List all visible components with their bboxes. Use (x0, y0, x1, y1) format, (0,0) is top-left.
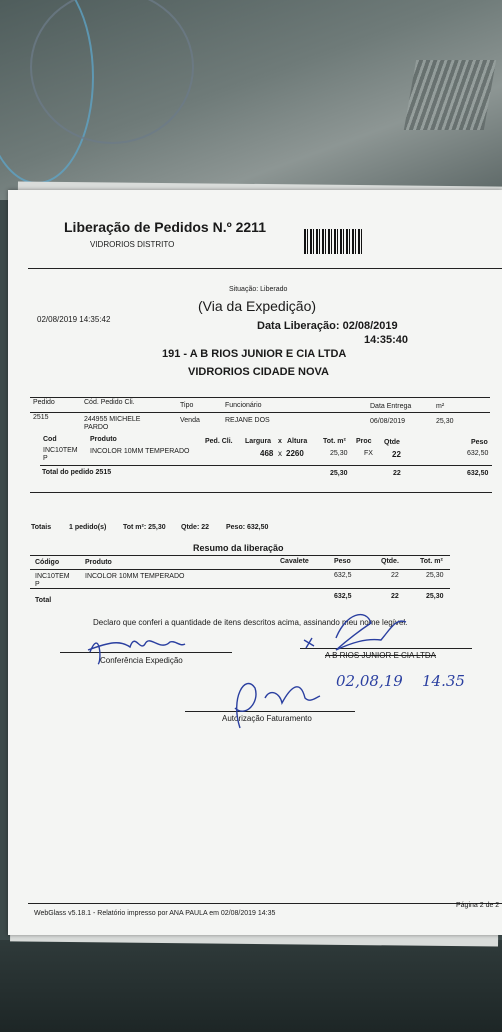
item-qtde: 22 (392, 450, 401, 459)
row-funcionario: REJANE DOS (225, 417, 270, 424)
divider (30, 412, 490, 413)
divider (28, 268, 502, 269)
company-name: VIDRORIOS DISTRITO (90, 240, 175, 249)
col-cod-pedido: Cód. Pedido Cli. (84, 399, 135, 406)
resumo-col-tot-m2: Tot. m² (420, 558, 443, 565)
client-signature-label: A B RIOS JUNIOR E CIA LTDA (325, 651, 436, 660)
client-sub: VIDRORIOS CIDADE NOVA (188, 366, 329, 378)
row-tipo: Venda (180, 417, 200, 424)
divider (28, 903, 502, 904)
signature-client (296, 608, 416, 658)
item-peso: 632,50 (467, 450, 489, 457)
item-col-largura: Largura (245, 438, 272, 445)
resumo-codigo: INC10TEM (35, 573, 70, 580)
resumo-col-peso: Peso (334, 558, 351, 565)
totais-peso: Peso: 632,50 (226, 524, 269, 531)
item-cod: INC10TEM (43, 447, 78, 454)
item-altura: 2260 (286, 449, 304, 458)
total-pedido-label: Total do pedido 2515 (42, 469, 112, 476)
resumo-codigo-2: P (35, 581, 40, 588)
resumo-col-cavalete: Cavalete (280, 558, 309, 565)
declaration: Declaro que conferi a quantidade de itens descritos acima, assinando meu nome legível. (93, 618, 408, 627)
data-liberacao: Data Liberação: 02/08/2019 (257, 320, 398, 332)
divider (40, 465, 492, 466)
item-col-produto: Produto (90, 436, 117, 443)
item-col-ped-cli: Ped. Cli. (205, 438, 233, 445)
item-cod-2: P (43, 455, 48, 462)
totais-m2: Tot m²: 25,30 (123, 524, 166, 531)
total-pedido-qtde: 22 (393, 470, 401, 477)
resumo-col-qtde: Qtde. (381, 558, 399, 565)
col-tipo: Tipo (180, 402, 194, 409)
item-col-peso: Peso (471, 439, 488, 446)
hora-liberacao: 14:35:40 (364, 334, 409, 346)
divider (30, 492, 492, 493)
divider (30, 397, 490, 398)
footer-printed-by: WebGlass v5.18.1 - Relatório impresso por ANA PAULA em 02/08/2019 14:35 (34, 910, 276, 917)
client-name: 191 - A B RIOS JUNIOR E CIA LTDA (162, 348, 347, 360)
divider (30, 588, 450, 589)
resumo-col-codigo: Código (35, 559, 60, 566)
background-vent (404, 60, 496, 130)
total-pedido-peso: 632,50 (467, 470, 489, 477)
row-cod-pedido: 244955 MICHELE (84, 416, 141, 423)
item-col-tot-m2: Tot. m² (323, 438, 346, 445)
barcode (304, 229, 362, 254)
situacao: Situação: Liberado (229, 286, 288, 293)
item-col-cod: Cod (43, 436, 57, 443)
col-pedido: Pedido (33, 399, 55, 406)
signature-autorizacao (210, 668, 330, 738)
col-funcionario: Funcionário (225, 402, 262, 409)
item-col-x: x (278, 438, 282, 445)
row-data-entrega: 06/08/2019 (370, 418, 406, 425)
via-label: (Via da Expedição) (198, 298, 317, 314)
handwritten-time: 14.35 (422, 672, 465, 690)
totais-label: Totais (31, 524, 52, 531)
resumo-total-label: Total (35, 597, 52, 604)
item-col-proc: Proc (356, 438, 372, 445)
resumo-tot-m2: 25,30 (426, 572, 444, 579)
resumo-qtde: 22 (391, 572, 399, 579)
row-cod-pedido-2: PARDO (84, 424, 109, 431)
handwritten-date: 02,08,19 (336, 672, 403, 690)
resumo-peso: 632,5 (334, 572, 352, 579)
divider (30, 569, 450, 570)
col-m2: m² (436, 403, 445, 410)
item-col-qtde: Qtde (384, 439, 400, 446)
conferencia-label: Conferência Expedição (100, 656, 183, 665)
item-produto: INCOLOR 10MM TEMPERADO (90, 448, 190, 455)
background-floor (0, 940, 502, 1032)
printed-at: 02/08/2019 14:35:42 (37, 315, 111, 324)
item-tot-m2: 25,30 (330, 450, 348, 457)
item-col-altura: Altura (287, 438, 308, 445)
document-title: Liberação de Pedidos N.º 2211 (64, 219, 266, 235)
total-pedido-m2: 25,30 (330, 470, 348, 477)
resumo-total-qtde: 22 (391, 593, 399, 600)
resumo-title: Resumo da liberação (193, 543, 284, 553)
item-proc: FX (364, 450, 373, 457)
totais-pedidos: 1 pedido(s) (69, 524, 107, 531)
autorizacao-label: Autorização Faturamento (222, 714, 312, 723)
signature-conferencia (80, 622, 190, 667)
resumo-total-peso: 632,5 (334, 593, 352, 600)
totais-qtde: Qtde: 22 (181, 524, 210, 531)
row-m2: 25,30 (436, 418, 454, 425)
resumo-produto: INCOLOR 10MM TEMPERADO (85, 573, 185, 580)
item-x: x (278, 449, 282, 458)
resumo-total-m2: 25,30 (426, 593, 444, 600)
row-pedido: 2515 (33, 414, 49, 421)
divider (30, 555, 450, 556)
col-data-entrega: Data Entrega (370, 403, 412, 410)
item-largura: 468 (260, 449, 274, 458)
resumo-col-produto: Produto (85, 559, 112, 566)
footer-page: Página 2 de 2 (456, 902, 500, 909)
